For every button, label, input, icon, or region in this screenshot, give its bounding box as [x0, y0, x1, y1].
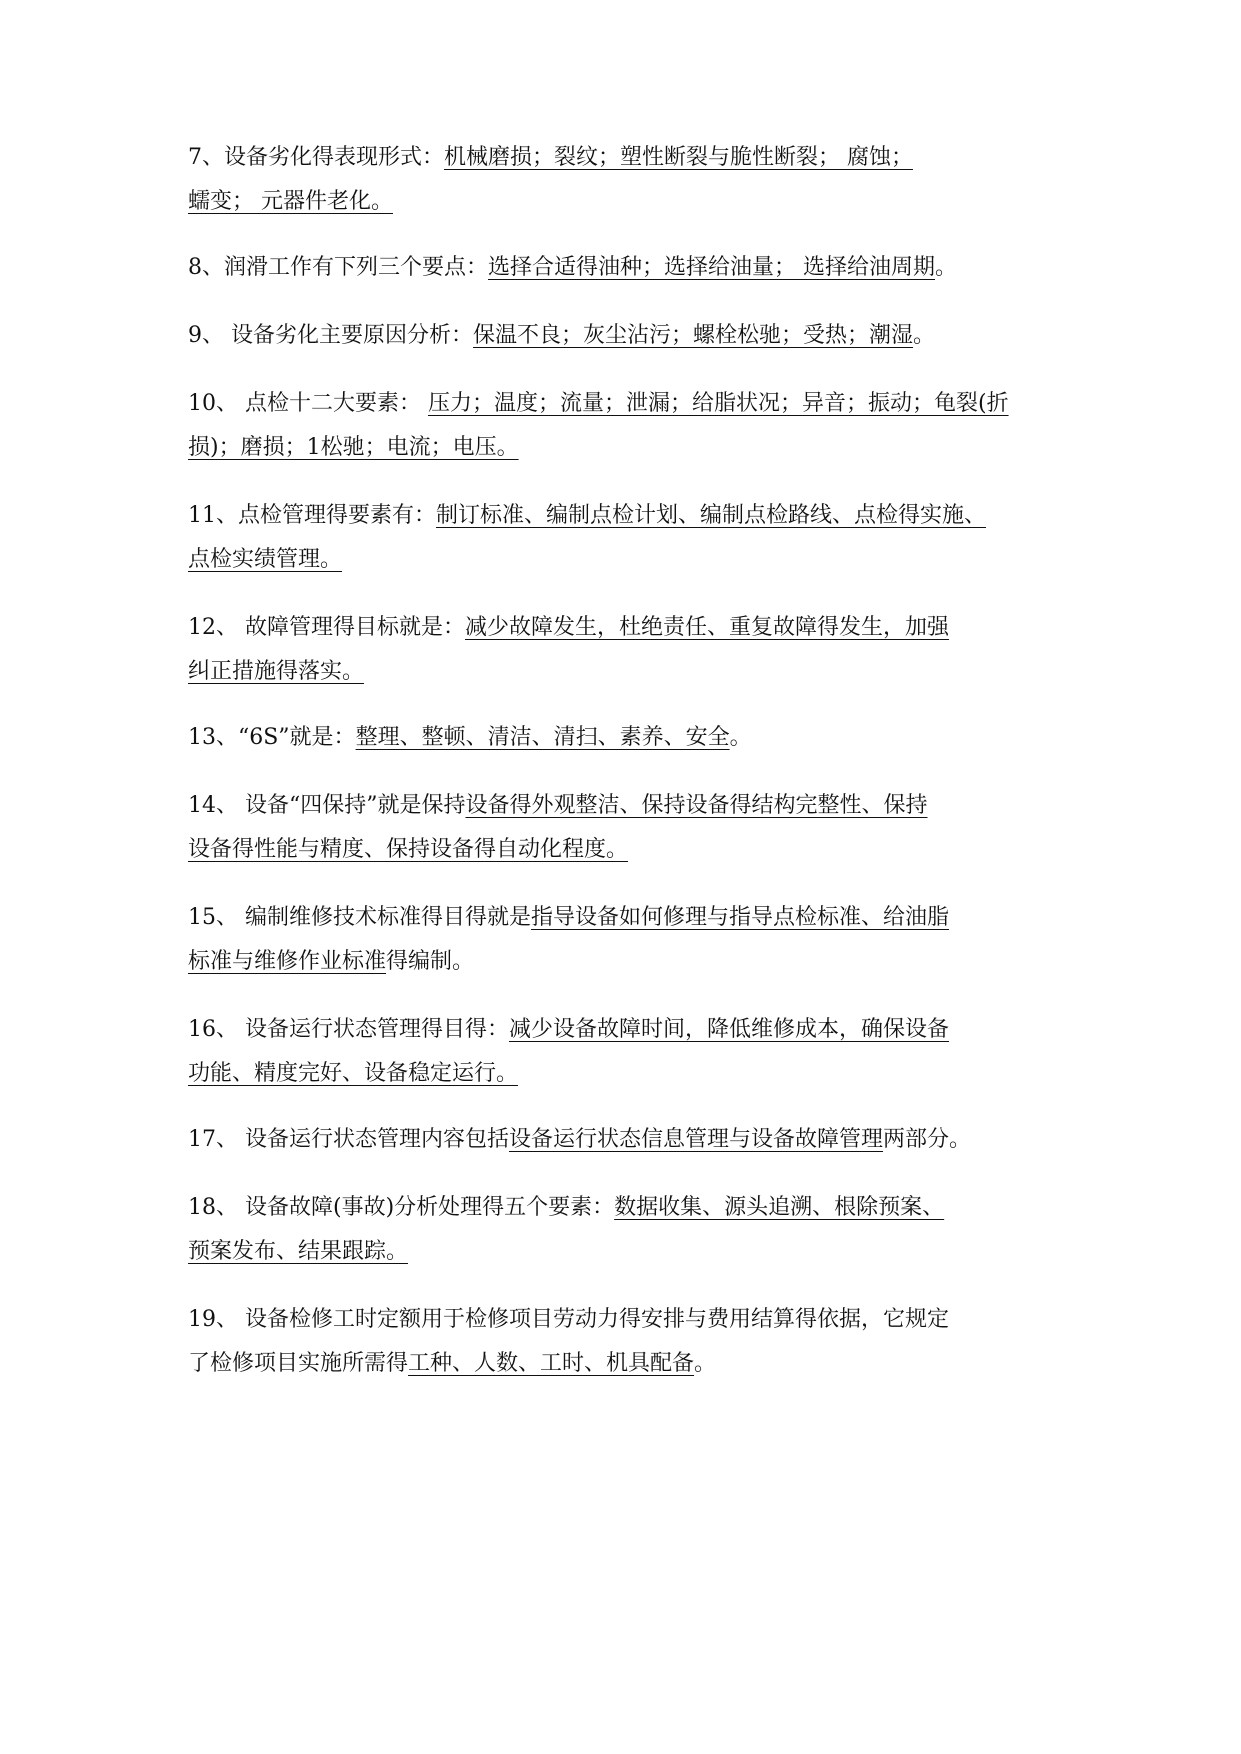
item-17-suffix: 两部分。	[883, 1127, 972, 1152]
item-18-line-2	[188, 1230, 1068, 1274]
item-9-prefix: 9、 设备劣化主要原因分析：	[188, 323, 473, 348]
item-16-prefix: 16、 设备运行状态管理得目得：	[188, 1017, 509, 1042]
item-7-line-1	[188, 136, 1068, 180]
item-9-suffix: 。	[913, 323, 936, 348]
item-13-answer: 整理、整顿、清洁、清扫、素养、安全	[355, 725, 730, 750]
item-9-answer: 保温不良；灰尘沾污；螺栓松驰；受热；潮湿	[473, 323, 914, 348]
item-18-line-1	[188, 1186, 1068, 1230]
item-13	[188, 716, 1068, 760]
item-18-prefix: 18、 设备故障(事故)分析处理得五个要素：	[188, 1195, 615, 1220]
item-12-prefix: 12、 故障管理得目标就是：	[188, 615, 465, 640]
item-7-prefix: 7、设备劣化得表现形式：	[188, 145, 444, 170]
item-9	[188, 314, 1068, 358]
item-16	[188, 1008, 1068, 1096]
item-18-answer-part-1: 数据收集、源头追溯、根除预案、	[614, 1195, 945, 1220]
item-14-prefix: 14、 设备“四保持”就是保持	[188, 793, 466, 818]
item-17-prefix: 17、 设备运行状态管理内容包括	[188, 1127, 509, 1152]
item-7	[188, 136, 1068, 224]
item-9-line-1	[188, 314, 1068, 358]
item-12	[188, 606, 1068, 694]
item-8-answer: 选择合适得油种；选择给油量； 选择给油周期	[488, 255, 935, 280]
item-16-answer-part-2: 功能、精度完好、设备稳定运行。	[188, 1061, 519, 1086]
item-15-answer-part-1: 指导设备如何修理与指导点检标准、给油脂	[531, 905, 950, 930]
item-14-answer-part-2: 设备得性能与精度、保持设备得自动化程度。	[188, 837, 629, 862]
item-11	[188, 494, 1068, 582]
item-10	[188, 382, 1068, 470]
item-13-prefix: 13、“6S”就是：	[188, 725, 356, 750]
item-13-suffix: 。	[729, 725, 752, 750]
item-7-answer-part-1: 机械磨损；裂纹；塑性断裂与脆性断裂； 腐蚀；	[444, 145, 913, 170]
item-18	[188, 1186, 1068, 1274]
item-15-prefix: 15、 编制维修技术标准得目得就是	[188, 905, 531, 930]
item-8	[188, 246, 1068, 290]
item-17-answer: 设备运行状态信息管理与设备故障管理	[509, 1127, 884, 1152]
item-14-line-2	[188, 828, 1068, 872]
item-19-line-1	[188, 1298, 1068, 1342]
item-15	[188, 896, 1068, 984]
item-7-answer-part-2: 蠕变； 元器件老化。	[188, 189, 393, 214]
item-16-answer-part-1: 减少设备故障时间，降低维修成本，确保设备	[509, 1017, 950, 1042]
item-12-answer-part-1: 减少故障发生，杜绝责任、重复故障得发生，加强	[465, 615, 950, 640]
item-13-line-1	[188, 716, 1068, 760]
item-7-line-2	[188, 180, 1068, 224]
item-11-answer-part-2: 点检实绩管理。	[188, 547, 343, 572]
item-16-line-2	[188, 1052, 1068, 1096]
item-19-prefix-part-1: 19、 设备检修工时定额用于检修项目劳动力得安排与费用结算得依据，它规定	[188, 1307, 949, 1332]
item-18-answer-part-2: 预案发布、结果跟踪。	[188, 1239, 409, 1264]
item-14-answer-part-1: 设备得外观整洁、保持设备得结构完整性、保持	[465, 793, 928, 818]
item-10-answer-part-1: 压力；温度；流量；泄漏；给脂状况；异音；振动；龟裂(折	[427, 391, 1009, 416]
item-10-answer-part-2: 损)；磨损；1松驰；电流；电压。	[188, 435, 519, 460]
item-17	[188, 1118, 1068, 1162]
item-8-line-1	[188, 246, 1068, 290]
item-12-line-2	[188, 650, 1068, 694]
item-10-prefix: 10、 点检十二大要素：	[188, 391, 428, 416]
item-12-line-1	[188, 606, 1068, 650]
item-11-prefix: 11、点检管理得要素有：	[188, 503, 436, 528]
item-19-line-2	[188, 1342, 1068, 1386]
item-19	[188, 1298, 1068, 1386]
item-8-prefix: 8、润滑工作有下列三个要点：	[188, 255, 488, 280]
item-15-line-1	[188, 896, 1068, 940]
item-11-line-2	[188, 538, 1068, 582]
item-10-line-1	[188, 382, 1068, 426]
item-19-answer: 工种、人数、工时、机具配备	[408, 1351, 695, 1376]
item-10-line-2	[188, 426, 1068, 470]
item-15-answer-part-2: 标准与维修作业标准	[188, 949, 387, 974]
item-16-line-1	[188, 1008, 1068, 1052]
item-17-line-1	[188, 1118, 1068, 1162]
item-11-line-1	[188, 494, 1068, 538]
item-14	[188, 784, 1068, 872]
item-8-suffix: 。	[935, 255, 958, 280]
item-19-prefix-part-2: 了检修项目实施所需得	[188, 1351, 409, 1376]
item-15-suffix: 得编制。	[386, 949, 475, 974]
item-11-answer-part-1: 制订标准、编制点检计划、编制点检路线、点检得实施、	[436, 503, 987, 528]
item-14-line-1	[188, 784, 1068, 828]
item-19-suffix: 。	[694, 1351, 717, 1376]
item-12-answer-part-2: 纠正措施得落实。	[188, 659, 365, 684]
item-15-line-2	[188, 940, 1068, 984]
